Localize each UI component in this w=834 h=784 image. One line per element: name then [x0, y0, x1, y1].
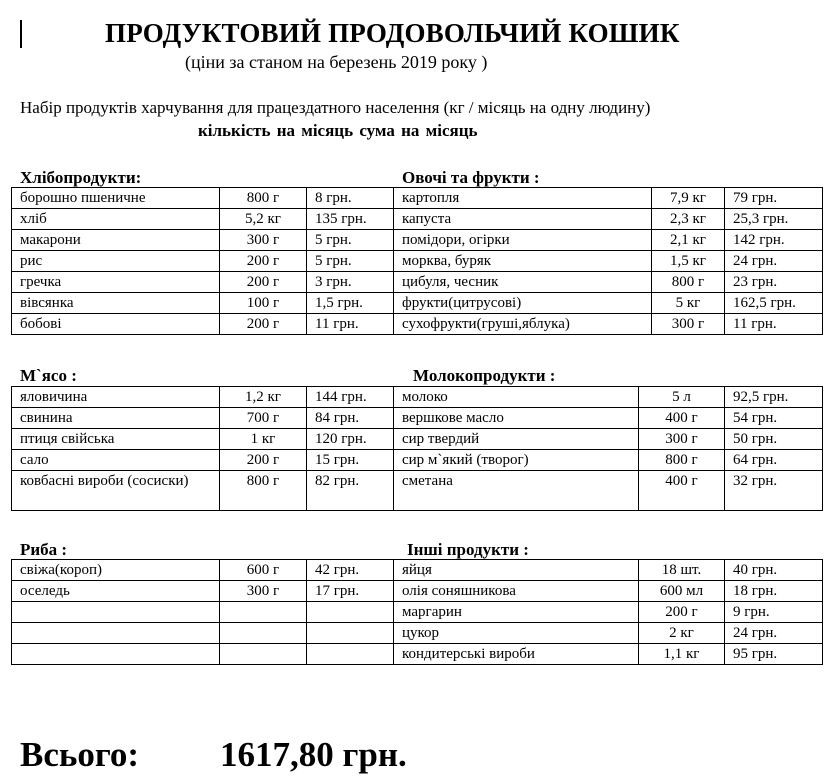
- cell-name: вівсянка: [12, 293, 220, 314]
- cell-name: борошно пшеничне: [12, 188, 220, 209]
- cell-qty: 200 г: [220, 450, 307, 471]
- cell-name: птиця свійська: [12, 429, 220, 450]
- cell-sum: [307, 644, 394, 665]
- cell-qty: 700 г: [220, 408, 307, 429]
- cell-qty: 800 г: [652, 272, 725, 293]
- cell-sum: 8 грн.: [307, 188, 394, 209]
- cell-qty: [220, 644, 307, 665]
- cell-sum: 120 грн.: [307, 429, 394, 450]
- table-bread-veg: [11, 187, 823, 335]
- cell-sum: 64 грн.: [725, 450, 823, 471]
- cell-sum: 42 грн.: [307, 560, 394, 581]
- table-meat-dairy: [11, 386, 823, 511]
- cell-name: [12, 623, 220, 644]
- table-row: [12, 471, 823, 511]
- cell-qty: 5,2 кг: [220, 209, 307, 230]
- cell-name: свинина: [12, 408, 220, 429]
- cell-qty: 1,2 кг: [220, 387, 307, 408]
- document-subtitle: (ціни за станом на березень 2019 року ): [185, 52, 488, 72]
- cell-name: гречка: [12, 272, 220, 293]
- cell-qty: 300 г: [639, 429, 725, 450]
- cell-qty: 800 г: [639, 450, 725, 471]
- cell-sum: 11 грн.: [307, 314, 394, 335]
- cell-qty: 7,9 кг: [652, 188, 725, 209]
- cell-qty: 300 г: [220, 581, 307, 602]
- table-row: [12, 644, 823, 665]
- cell-sum: 142 грн.: [725, 230, 823, 251]
- cell-name: вершкове масло: [394, 408, 639, 429]
- cell-qty: 300 г: [220, 230, 307, 251]
- cell-qty: 1,5 кг: [652, 251, 725, 272]
- cell-sum: 40 грн.: [725, 560, 823, 581]
- cell-sum: 95 грн.: [725, 644, 823, 665]
- cell-sum: 144 грн.: [307, 387, 394, 408]
- cell-qty: 2,1 кг: [652, 230, 725, 251]
- cell-qty: 18 шт.: [639, 560, 725, 581]
- cell-sum: 15 грн.: [307, 450, 394, 471]
- cell-qty: 600 мл: [639, 581, 725, 602]
- table-row: [12, 450, 823, 471]
- total-label: Всього:: [20, 735, 140, 774]
- table-row: [12, 293, 823, 314]
- cell-sum: 11 грн.: [725, 314, 823, 335]
- cell-name: морква, буряк: [394, 251, 652, 272]
- cell-sum: 162,5 грн.: [725, 293, 823, 314]
- cell-qty: [220, 623, 307, 644]
- cell-name: фрукти(цитрусові): [394, 293, 652, 314]
- section-heading-dairy: Молокопродукти :: [413, 366, 556, 385]
- cell-qty: 300 г: [652, 314, 725, 335]
- cell-qty: 200 г: [639, 602, 725, 623]
- cell-name: сир твердий: [394, 429, 639, 450]
- table-row: [12, 230, 823, 251]
- cell-name: кондитерські вироби: [394, 644, 639, 665]
- cell-qty: 800 г: [220, 188, 307, 209]
- section-heading-meat: М`ясо :: [20, 366, 77, 385]
- cell-qty: 200 г: [220, 272, 307, 293]
- table-row: [12, 188, 823, 209]
- cell-sum: 24 грн.: [725, 251, 823, 272]
- cell-name: капуста: [394, 209, 652, 230]
- table-row: [12, 581, 823, 602]
- cell-sum: 92,5 грн.: [725, 387, 823, 408]
- table-row: [12, 429, 823, 450]
- cell-sum: 84 грн.: [307, 408, 394, 429]
- cell-name: хліб: [12, 209, 220, 230]
- table-row: [12, 272, 823, 293]
- cell-sum: 25,3 грн.: [725, 209, 823, 230]
- cell-name: сир м`який (творог): [394, 450, 639, 471]
- cell-name: сало: [12, 450, 220, 471]
- cell-name: яловичина: [12, 387, 220, 408]
- cell-sum: 79 грн.: [725, 188, 823, 209]
- section-heading-other: Інші продукти :: [407, 540, 529, 559]
- cell-name: рис: [12, 251, 220, 272]
- cell-sum: [307, 623, 394, 644]
- cell-qty: 5 кг: [652, 293, 725, 314]
- cell-qty: 200 г: [220, 314, 307, 335]
- cell-name: [12, 602, 220, 623]
- cell-qty: 600 г: [220, 560, 307, 581]
- table-row: [12, 602, 823, 623]
- cell-name: сметана: [394, 471, 639, 511]
- cell-sum: 17 грн.: [307, 581, 394, 602]
- intro-columns-caption: кількість на місяць сума на місяць: [198, 121, 478, 140]
- cell-qty: 200 г: [220, 251, 307, 272]
- cell-name: макарони: [12, 230, 220, 251]
- cell-sum: 5 грн.: [307, 251, 394, 272]
- cell-name: ковбасні вироби (сосиски): [12, 471, 220, 511]
- cell-sum: 135 грн.: [307, 209, 394, 230]
- section-heading-bread: Хлібопродукти:: [20, 168, 142, 187]
- cell-sum: 9 грн.: [725, 602, 823, 623]
- cell-name: маргарин: [394, 602, 639, 623]
- cell-qty: 1 кг: [220, 429, 307, 450]
- cell-name: свіжа(короп): [12, 560, 220, 581]
- intro-text: Набір продуктів харчування для працездатного населення (кг / місяць на одну людину): [20, 98, 651, 117]
- cell-name: цукор: [394, 623, 639, 644]
- table-row: [12, 387, 823, 408]
- cell-name: молоко: [394, 387, 639, 408]
- cell-sum: 23 грн.: [725, 272, 823, 293]
- cell-name: цибуля, чесник: [394, 272, 652, 293]
- cell-sum: 3 грн.: [307, 272, 394, 293]
- table-row: [12, 314, 823, 335]
- cell-qty: 2 кг: [639, 623, 725, 644]
- cell-sum: 1,5 грн.: [307, 293, 394, 314]
- cell-sum: 82 грн.: [307, 471, 394, 511]
- cell-qty: 5 л: [639, 387, 725, 408]
- document-title: ПРОДУКТОВИЙ ПРОДОВОЛЬЧИЙ КОШИК: [105, 18, 680, 48]
- cell-qty: 100 г: [220, 293, 307, 314]
- cell-name: картопля: [394, 188, 652, 209]
- section-heading-fish: Риба :: [20, 540, 68, 559]
- cell-name: бобові: [12, 314, 220, 335]
- table-row: [12, 251, 823, 272]
- cell-sum: 54 грн.: [725, 408, 823, 429]
- cell-sum: 32 грн.: [725, 471, 823, 511]
- cell-name: оселедь: [12, 581, 220, 602]
- cell-qty: 1,1 кг: [639, 644, 725, 665]
- cell-sum: 18 грн.: [725, 581, 823, 602]
- cell-name: помідори, огірки: [394, 230, 652, 251]
- cell-qty: 800 г: [220, 471, 307, 511]
- cell-qty: 400 г: [639, 408, 725, 429]
- cell-sum: 24 грн.: [725, 623, 823, 644]
- table-fish-other: [11, 559, 823, 665]
- section-heading-veg: Овочі та фрукти :: [402, 168, 540, 187]
- total-value: 1617,80 грн.: [220, 735, 407, 774]
- cell-qty: 400 г: [639, 471, 725, 511]
- cell-name: сухофрукти(груші,яблука): [394, 314, 652, 335]
- table-row: [12, 209, 823, 230]
- text-cursor: [20, 20, 22, 48]
- cell-sum: [307, 602, 394, 623]
- cell-name: олія соняшникова: [394, 581, 639, 602]
- table-row: [12, 408, 823, 429]
- cell-qty: 2,3 кг: [652, 209, 725, 230]
- cell-name: яйця: [394, 560, 639, 581]
- cell-qty: [220, 602, 307, 623]
- cell-sum: 5 грн.: [307, 230, 394, 251]
- table-row: [12, 623, 823, 644]
- table-row: [12, 560, 823, 581]
- cell-name: [12, 644, 220, 665]
- cell-sum: 50 грн.: [725, 429, 823, 450]
